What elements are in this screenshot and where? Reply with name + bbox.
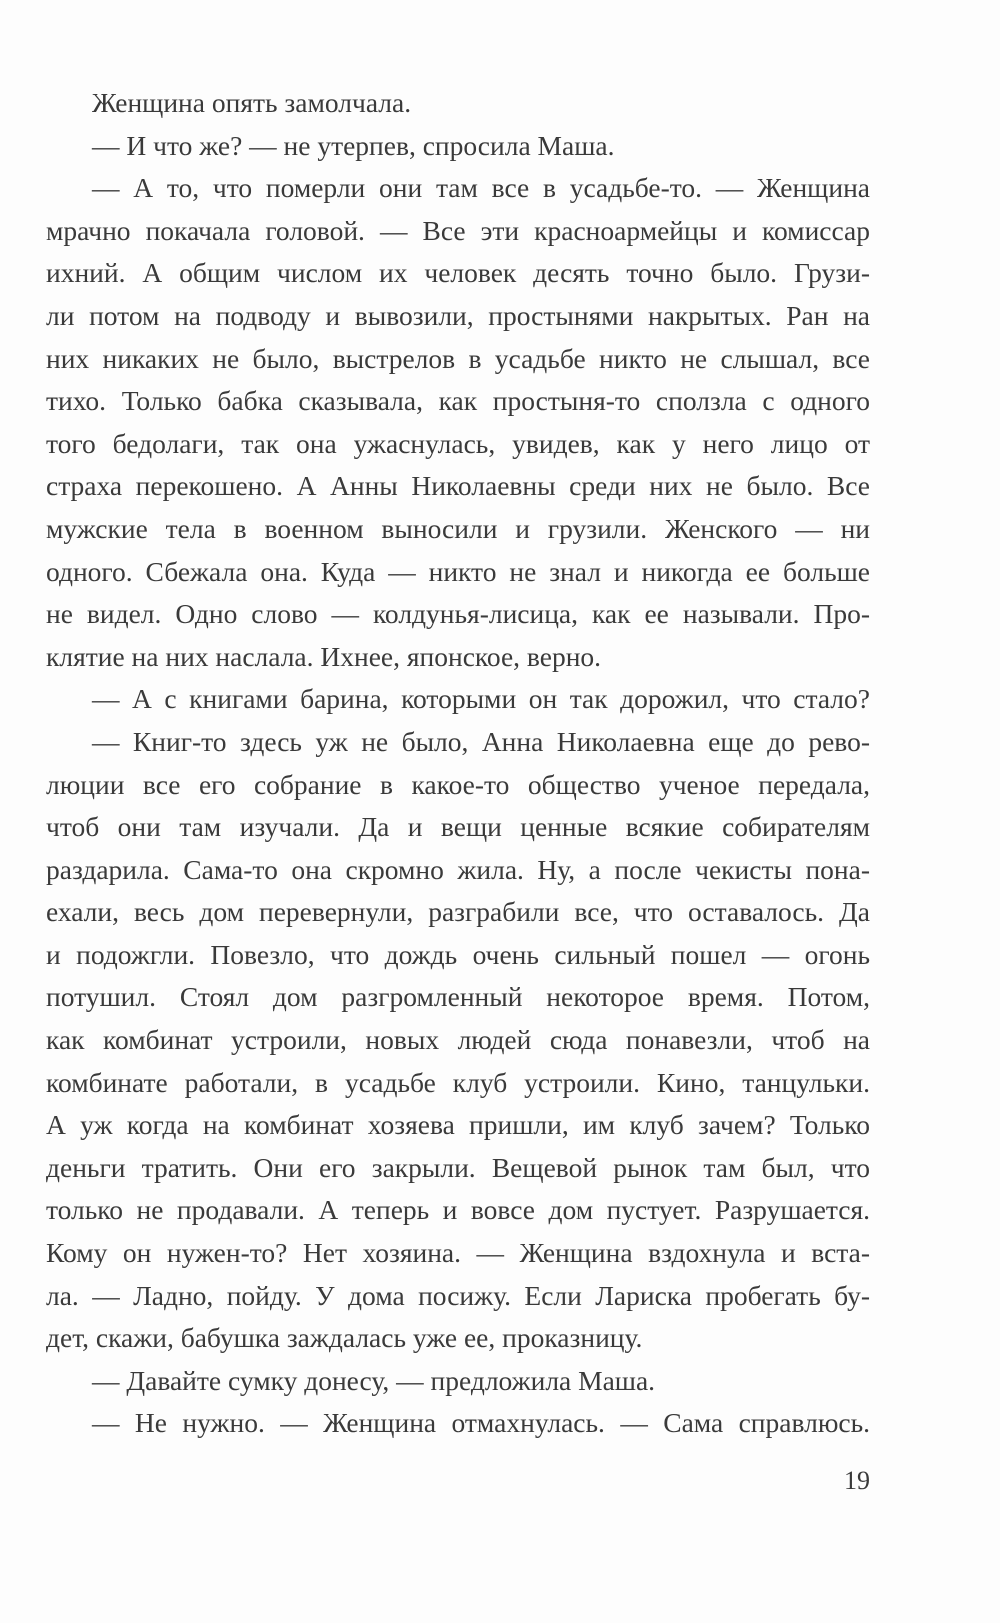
text-line: — А с книгами барина, которыми он так дорожил, что стало? [92,683,870,715]
text-line: ихний. А общим числом их человек десять точно было. Грузи- [46,257,870,289]
text-line: клятие на них наслала. Ихнее, японское, верно. [46,640,602,672]
text-line: страха перекошено. А Анны Николаевны среди них не было. Все [46,470,870,502]
text-line: ла. — Ладно, пойду. У дома посижу. Если Лариска пробегать бу- [46,1279,870,1311]
text-line: одного. Сбежала она. Куда — никто не знал и никогда ее больше [46,555,870,587]
text-line: не видел. Одно слово — колдунья-лисица, как ее называли. Про- [46,598,870,630]
text-line: ли потом на подводу и вывозили, простынями накрытых. Ран на [46,299,870,331]
text-line: люции все его собрание в какое-то общество ученое передала, [46,768,870,800]
text-line: потушил. Стоял дом разгромленный некоторое время. Потом, [46,981,870,1013]
text-line: — Книг-то здесь уж не было, Анна Николаевна еще до рево- [92,725,870,757]
text-line: только не продавали. А теперь и вовсе дом пустует. Разрушается. [46,1194,870,1226]
text-line: них никаких не было, выстрелов в усадьбе никто не слышал, все [46,342,870,374]
text-line: — А то, что померли они там все в усадьбе-то. — Женщина [92,172,870,204]
text-line: — Не нужно. — Женщина отмахнулась. — Сама справлюсь. [92,1407,870,1439]
page-number: 19 [844,1466,870,1495]
text-line: дет, скажи, бабушка заждалась уже ее, проказницу. [46,1322,643,1354]
text-line: раздарила. Сама-то она скромно жила. Ну, а после чекисты пона- [46,853,870,885]
text-line: ехали, весь дом перевернули, разграбили все, что оставалось. Да [46,896,870,928]
page-body-text [46,82,870,1445]
text-line: комбинате работали, в усадьбе клуб устроили. Кино, танцульки. [46,1066,870,1098]
text-line: — Давайте сумку донесу, — предложила Маша. [92,1364,656,1396]
text-line: Женщина опять замолчала. [92,87,412,118]
text-line: — И что же? — не утерпев, спросила Маша. [92,129,615,161]
text-line: тихо. Только бабка сказывала, как простыня-то сползла с одного [46,385,870,417]
text-line: как комбинат устроили, новых людей сюда понавезли, чтоб на [46,1024,870,1056]
text-line: мужские тела в военном выносили и грузили. Женского — ни [46,512,870,544]
text-line: деньги тратить. Они его закрыли. Вещевой рынок там был, что [46,1151,870,1183]
text-line: мрачно покачала головой. — Все эти красноармейцы и комиссар [46,214,870,246]
text-line: Кому он нужен-то? Нет хозяина. — Женщина вздохнула и вста- [46,1237,870,1269]
text-line: чтоб они там изучали. Да и вещи ценные всякие собирателям [46,811,870,843]
text-line: А уж когда на комбинат хозяева пришли, им клуб зачем? Только [46,1109,870,1141]
text-line: и подожгли. Повезло, что дождь очень сильный пошел — огонь [46,938,870,970]
text-line: того бедолаги, так она ужаснулась, увидев, как у него лицо от [46,427,870,459]
